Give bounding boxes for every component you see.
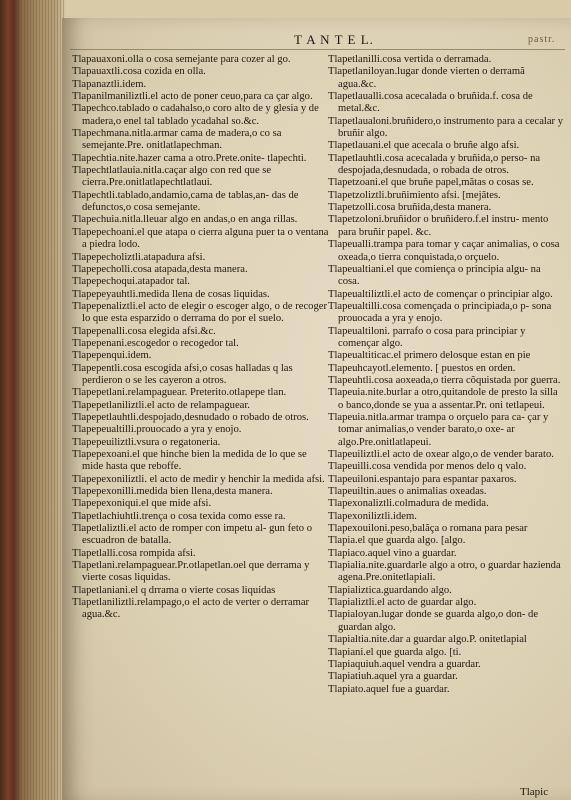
page xyxy=(62,18,571,800)
header-rule xyxy=(70,49,565,50)
dictionary-entry: Tlapialtia.nite.dar a guardar algo.P. onitetlapial xyxy=(328,634,527,646)
dictionary-entry: Tlapechmana.nitla.armar cama de madera,o co sa semejante.Pre. onitlatlapechman. xyxy=(72,128,282,152)
dictionary-entry: Tlapepechoani.el que atapa o cierra alguna puer ta o ventana a piedra lodo. xyxy=(72,226,329,251)
dictionary-entry: Tlapetzoliztli.bruñimiento afsi. [mejãtes. xyxy=(328,189,501,201)
dictionary-entry: Tlapeualtiticac.el primero delosque estan en pie xyxy=(328,350,531,362)
dictionary-entry: Tlapetlaniliztli.relampago,o el acto de verter o derramar agua.&c. xyxy=(72,597,310,621)
dictionary-entry: Tlapiaco.aquel vino a guardar. xyxy=(328,547,457,559)
left-column xyxy=(72,54,330,622)
dictionary-entry: Tlapexonaliztli.colmadura de medida. xyxy=(328,498,489,510)
dictionary-entry: Tlapepexoani.el que hinche bien la medida de lo que se mide hasta que reboffe. xyxy=(72,449,307,473)
dictionary-entry: Tlapepecholiztli.atapadura afsi. xyxy=(72,251,206,263)
dictionary-entry: Tlapetlaniani.el q drrama o vierte cosas liquidas xyxy=(72,584,276,596)
dictionary-entry: Tlapetlaliztli.el acto de romper con impetu al- gun feto o escuadron de batalla. xyxy=(72,523,313,547)
dictionary-entry: Tlapepeuiliztli.vsura o regatoneria. xyxy=(72,436,221,448)
dictionary-entry: Tlapepenalli.cosa elegida afsi.&c. xyxy=(72,325,216,337)
dictionary-entry: Tlapeuiliztli.el acto de oxear algo,o de vender barato. xyxy=(328,449,554,460)
dictionary-entry: Tlapechtia.nite.hazer cama a otro.Prete.onite- tlapechti. xyxy=(72,152,307,164)
dictionary-entry: Tlapia.el que guarda algo. [algo. xyxy=(328,535,466,547)
dictionary-entry: Tlapialia.nite.guardarle algo a otro, o guardar hazienda agena.Pre.onitetlapiali. xyxy=(328,560,561,584)
dictionary-entry: Tlapeualtiloni. parrafo o cosa para principiar y començar algo. xyxy=(328,325,526,349)
dictionary-entry: Tlapexoniliztli.idem. xyxy=(328,510,417,522)
dictionary-entry: Tlapepetlani.relampaguear. Preterito.otlapepe tlan. xyxy=(72,387,287,399)
dictionary-entry: Tlapauaxoni.olla o cosa semejante para cozer al go. xyxy=(72,54,291,65)
dictionary-entry: Tlapepexoniliztli. el acto de medir y henchir la medida afsi. xyxy=(72,473,325,485)
dictionary-entry: Tlapiani.el que guarda algo. [ti. xyxy=(328,646,462,658)
catchword: Tlapic xyxy=(520,786,549,798)
dictionary-entry: Tlapepexoniqui.el que mide afsi. xyxy=(72,498,212,510)
dictionary-entry: Tlapauaxtli.cosa cozida en olla. xyxy=(72,66,206,78)
dictionary-entry: Tlapetzolli.cosa bruñida,desta manera. xyxy=(328,202,492,214)
dictionary-entry: Tlapiatiuh.aquel yra a guardar. xyxy=(328,671,458,683)
dictionary-entry: Tlapializtli.el acto de guardar algo. xyxy=(328,597,477,609)
dictionary-entry: Tlapepentli.cosa escogida afsi,o cosas halladas q las perdieron o se les cayeron a otros. xyxy=(72,362,293,386)
dictionary-entry: Tlapechco.tablado o cadahalso,o coro alto de y glesia y de madera,o enel tal tablado ycadahal so.&c. xyxy=(72,103,319,127)
page-edges xyxy=(18,0,64,800)
dictionary-entry: Tlapetlaualli.cosa acecalada o bruñida.f. cosa de metal.&c. xyxy=(328,91,533,115)
running-title: T A N T E L. xyxy=(294,32,374,47)
dictionary-entry: Tlapeualtiani.el que comiença o principia algu- na cosa. xyxy=(328,263,541,288)
dictionary-entry: Tlapechuia.nitla.lleuar algo en andas,o en anga rillas. xyxy=(72,214,298,226)
dictionary-entry: Tlapeuhcayotl.elemento. [ puestos en orden. xyxy=(328,362,516,374)
dictionary-entry: Tlapeuhtli.cosa aoxeada,o tierra cõquistada por guerra. xyxy=(328,374,561,386)
right-column xyxy=(328,54,564,696)
dictionary-entry: Tlapeuiltin.aues o animalias oxeadas. xyxy=(328,486,487,498)
dictionary-entry: Tlapeualtiliztli.el acto de començar o principiar algo. xyxy=(328,288,553,300)
dictionary-entry: Tlapexouiloni.peso,balãça o romana para pesar xyxy=(328,523,528,535)
dictionary-entry: Tlapiaquiuh.aquel vendra a guardar. xyxy=(328,658,481,670)
dictionary-entry: Tlapetlani.relampaguear.Pr.otlapetlan.oel que derrama y vierte cosas liquidas. xyxy=(72,560,310,584)
dictionary-entry: Tlapetzoloni.bruñidor o bruñidero.f.el instru- mento para bruñir papel. &c. xyxy=(328,214,549,238)
dictionary-entry: Tlapepenani.escogedor o recogedor tal. xyxy=(72,337,239,349)
dictionary-entry: Tlapetzoani.el que bruñe papel,mãtas o cosas se. xyxy=(328,177,534,189)
running-header xyxy=(62,32,571,48)
dictionary-entry: Tlapepetlaniliztli.el acto de relampaguear. xyxy=(72,399,250,411)
dictionary-entry: Tlapepeyauhtli.medida llena de cosas liquidas. xyxy=(72,288,270,300)
dictionary-entry: Tlapeualli.trampa para tomar y caçar animalias, o cosa oxeada,o tierra conquistada,o orçuelo. xyxy=(328,239,560,263)
dictionary-entry: Tlapeuia.nitla.armar trampa o orçuelo para ca- çar y tomar animalias,o vender barato,o oxe- ar algo.Pre.onitlatlapeui. xyxy=(328,411,549,448)
dictionary-entry: Tlapepecholli.cosa atapada,desta manera. xyxy=(72,263,248,275)
dictionary-entry: Tlapetlalli.cosa rompida afsi. xyxy=(72,547,196,559)
dictionary-entry: Tlapialoyan.lugar donde se guarda algo,o don- de guardan algo. xyxy=(328,609,539,633)
dictionary-entry: Tlapetlanilli.cosa vertida o derramada. xyxy=(328,54,492,65)
dictionary-entry: Tlapepetlauhtli.despojado,desnudado o robado de otros. xyxy=(72,411,309,423)
dictionary-entry: Tlapetlaualoni.bruñidero,o instrumento para a cecalar y bruñir algo. xyxy=(328,115,564,140)
dictionary-entry: Tlapetlauhtli.cosa acecalada y bruñida,o perso- na despojada,desnudada, o robada de otros. xyxy=(328,152,541,177)
dictionary-entry: Tlapanilmaniliztli.el acto de poner ceuo,para ca çar algo. xyxy=(72,91,313,103)
dictionary-entry: Tlapepexonilli.medida bien llena,desta manera. xyxy=(72,486,273,498)
dictionary-entry: Tlapeuia.nite.burlar a otro,quitandole de presto la silla o banco,donde se yua a assentar.Pr. oni tetlapeui. xyxy=(328,387,558,411)
dictionary-entry: Tlapeuilli.cosa vendida por menos delo q valo. xyxy=(328,461,527,473)
dictionary-entry: Tlapializtica.guardando algo. xyxy=(328,584,452,596)
dictionary-entry: Tlapepenqui.idem. xyxy=(72,350,152,362)
dictionary-entry: Tlapetlauani.el que acecala o bruñe algo afsi. xyxy=(328,140,520,152)
signature-mark: pastr. xyxy=(528,34,556,45)
dictionary-entry: Tlapepeualtilli.prouocado a yra y enojo. xyxy=(72,424,242,436)
dictionary-entry: Tlapetlachiuhtli.trença o cosa texida como esse ra. xyxy=(72,510,286,522)
dictionary-entry: Tlapechtlatlauia.nitla.caçar algo con red que se cierra.Pre.onitlatlapechtlatlaui. xyxy=(72,165,272,189)
dictionary-entry: Tlapechtli.tablado,andamio,cama de tablas,an- das de defunctos,o cosa semejante. xyxy=(72,189,299,214)
dictionary-entry: Tlapetlaniloyan.lugar donde vierten o derramã agua.&c. xyxy=(328,66,525,90)
dictionary-entry: Tlapeualtilli.cosa començada o principiada,o p- sona prouocada a yra y enojo. xyxy=(328,300,552,325)
dictionary-entry: Tlapeuiloni.espantajo para espantar paxaros. xyxy=(328,473,517,485)
dictionary-entry: Tlapepechoqui.atapador tal. xyxy=(72,276,190,288)
dictionary-entry: Tlapiato.aquel fue a guardar. xyxy=(328,683,450,695)
dictionary-entry: Tlapepenaliztli.el acto de elegir o escoger algo, o de recoger lo que esta esparzido o derrama do por el suelo. xyxy=(72,300,328,325)
dictionary-entry: Tlapanaztli.idem. xyxy=(72,78,147,90)
